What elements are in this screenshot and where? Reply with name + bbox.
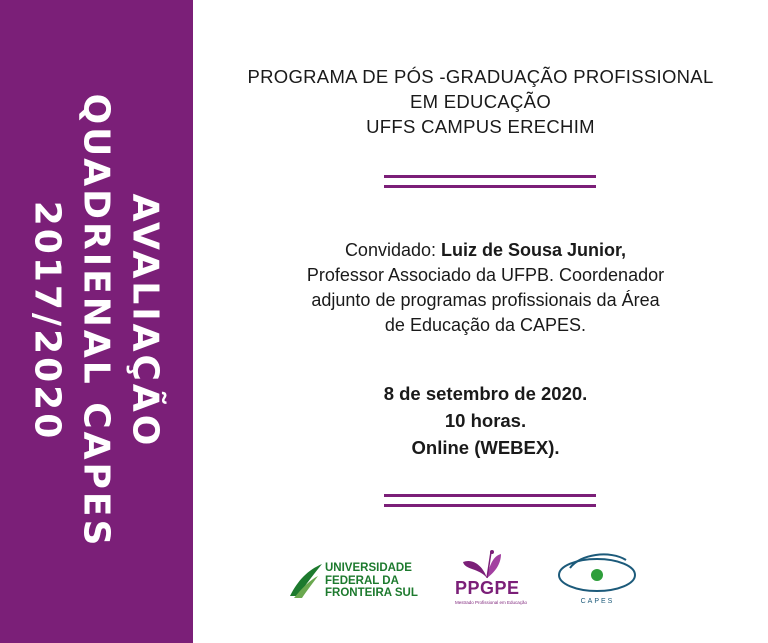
header-line-1: PROGRAMA DE PÓS -GRADUAÇÃO PROFISSIONAL <box>247 66 714 87</box>
sidebar-title <box>23 16 170 626</box>
header-line-3: UFFS CAMPUS ERECHIM <box>366 116 595 137</box>
sidebar-line-2: QUADRIENAL CAPES <box>75 93 117 549</box>
event-date: 8 de setembro de 2020. <box>383 383 588 404</box>
butterfly-icon <box>457 548 517 580</box>
guest-line-3: adjunto de programas profissionais da Área <box>311 290 660 310</box>
divider-line <box>384 185 596 188</box>
guest-name: Luiz de Sousa Junior, <box>441 240 627 260</box>
program-header <box>193 64 768 139</box>
ppgpe-subtitle: Mestrado Profissional em Educação <box>455 600 528 605</box>
bottom-divider <box>384 494 596 507</box>
sidebar-banner <box>0 0 193 643</box>
ppgpe-name: PPGPE <box>455 578 520 598</box>
sidebar-line-1: AVALIAÇÃO <box>124 193 166 449</box>
guest-line-2: Professor Associado da UFPB. Coordenador <box>306 265 665 285</box>
guest-prefix: Convidado: <box>344 240 442 260</box>
uffs-name <box>325 562 418 600</box>
guest-line-1 <box>193 238 768 263</box>
uffs-line-2: FEDERAL DA <box>325 574 399 587</box>
capes-orbit-icon <box>540 548 655 598</box>
guest-line-4: de Educação da CAPES. <box>384 315 587 335</box>
uffs-line-3: FRONTEIRA SUL <box>325 587 418 599</box>
header-line-2: EM EDUCAÇÃO <box>409 91 552 112</box>
guest-info <box>193 238 768 338</box>
uffs-logo <box>288 560 428 604</box>
event-place: Online (WEBEX). <box>411 437 560 458</box>
divider-line <box>384 494 596 497</box>
sidebar-line-3: 2017/2020 <box>26 200 68 442</box>
uffs-line-1: UNIVERSIDADE <box>325 562 412 574</box>
ppgpe-logo <box>453 548 533 610</box>
event-details <box>193 380 768 461</box>
uffs-leaf-icon <box>288 560 324 600</box>
event-time: 10 horas. <box>444 410 527 431</box>
divider-line <box>384 175 596 178</box>
top-divider <box>384 175 596 188</box>
divider-line <box>384 504 596 507</box>
capes-name: CAPES <box>580 598 615 605</box>
capes-logo <box>540 548 655 610</box>
